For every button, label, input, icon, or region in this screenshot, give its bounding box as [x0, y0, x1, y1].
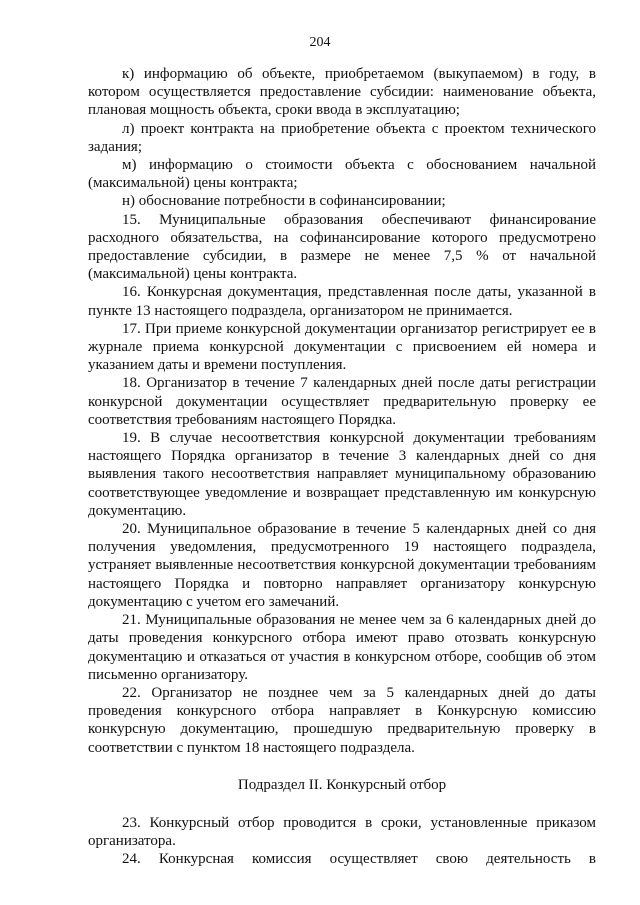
page-number: 204	[309, 35, 331, 50]
paragraph-18: 18. Организатор в течение 7 календарных дней после даты регистрации конкурсной документации осуществляет предварительную проверку ее соответствия требованиям настоящего Порядка.	[88, 375, 596, 428]
document-body	[88, 65, 596, 869]
paragraph-15: 15. Муниципальные образования обеспечивают финансирование расходного обязательства, на софинансирование которого предусмотрено предоставление субсидии, в размере не менее 7,5 % от начальной (максимальной) цены контракта.	[88, 211, 596, 283]
paragraph-item-k: к) информацию об объекте, приобретаемом (выкупаемом) в году, в котором осуществляется предоставление субсидии: наименование объекта, плановая мощность объекта, сроки ввода в эксплуатацию;	[88, 66, 596, 119]
paragraph-item-m: м) информацию о стоимости объекта с обоснованием начальной (максимальной) цены контракта;	[88, 157, 596, 192]
paragraph-23: 23. Конкурсный отбор проводится в сроки, установленные приказом организатора.	[88, 814, 596, 850]
subsection-heading: Подраздел II. Конкурсный отбор	[237, 776, 447, 793]
paragraph-22: 22. Организатор не позднее чем за 5 календарных дней до даты проведения конкурсного отбора направляет в Конкурсную комиссию конкурсную документацию, прошедшую предварительную проверку в соответствии с пунктом 18 настоящего подраздела.	[88, 684, 596, 756]
paragraph-24: 24. Конкурсная комиссия осуществляет свою деятельность в	[122, 851, 596, 868]
paragraph-item-n: н) обоснование потребности в софинансировании;	[122, 193, 446, 210]
paragraph-item-l: л) проект контракта на приобретение объекта с проектом технического задания;	[88, 120, 596, 155]
paragraph-21: 21. Муниципальные образования не менее чем за 6 календарных дней до даты проведения конкурсного отбора имеют право отозвать конкурсную документацию и отказаться от участия в конкурсном отборе, сообщив об этом письменно организатору.	[88, 612, 596, 683]
paragraph-20: 20. Муниципальное образование в течение 5 календарных дней со дня получения уведомления, предусмотренного 19 настоящего подраздела, устраняет выявленные несоответствия конкурсной документации требованиям настоящего Порядка и повторно направляет организатору конкурсную документацию с учетом его замечаний.	[88, 521, 596, 610]
paragraph-17: 17. При приеме конкурсной документации организатор регистрирует ее в журнале приема конкурсной документации с присвоением ей номера и указанием даты и времени поступления.	[88, 320, 596, 374]
paragraph-19: 19. В случае несоответствия конкурсной документации требованиям настоящего Порядка организатор в течение 3 календарных дней со дня выявления такого несоответствия направляет муниципальному образованию соответствующее уведомление и возвращает представленную им конкурсную документацию.	[88, 430, 596, 519]
paragraph-16: 16. Конкурсная документация, представленная после даты, указанной в пункте 13 настоящего подраздела, организатором не принимается.	[88, 284, 596, 319]
